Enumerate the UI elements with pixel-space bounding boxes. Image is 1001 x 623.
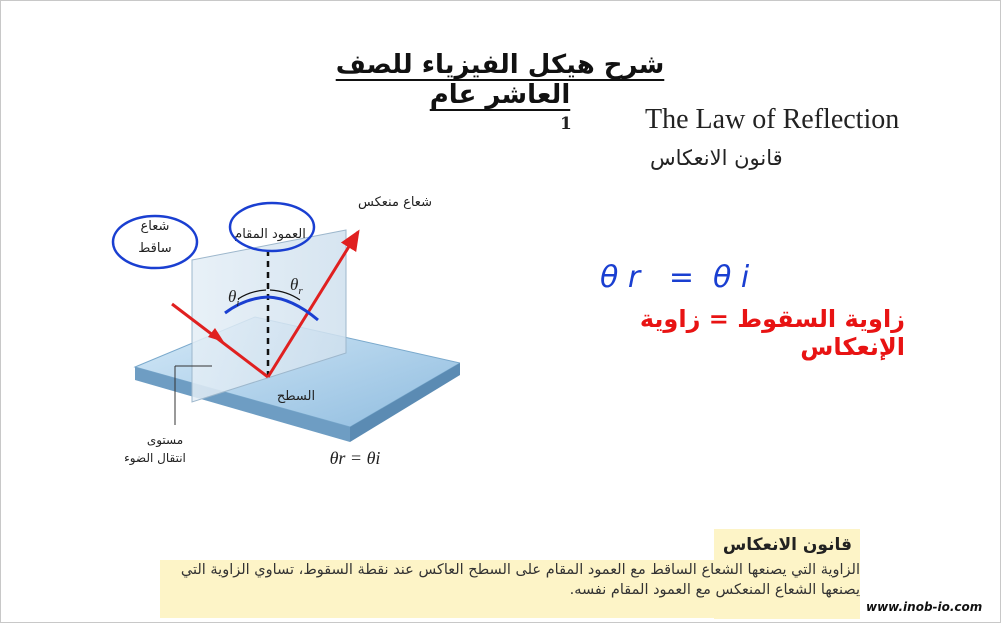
- info-box-text: الزاوية التي يصنعها الشعاع الساقط مع العمود المقام على السطح العاكس عند نقطة السقوط، تساوي الزاوية التي يصنعها الشعاع المنعكس مع العمود المقام نفسه.: [180, 562, 860, 598]
- law-title-arabic: قانون الانعكاس: [650, 146, 783, 170]
- surface-label: السطح: [276, 389, 316, 404]
- theta-r-label: $\theta_r$: [290, 275, 303, 297]
- info-box-title: قانون الانعكاس: [722, 535, 852, 555]
- watermark-url: www.inob-io.com: [866, 600, 983, 614]
- plane-label-2: انتقال الضوء: [124, 451, 186, 465]
- incident-ray-label-1: شعاع: [140, 219, 170, 234]
- reflected-ray-label: شعاع منعكس: [358, 195, 432, 210]
- normal-label: العمود المقام: [234, 227, 306, 242]
- formula-label: θr = θi: [329, 448, 381, 468]
- handwritten-equation: θ r = θ i: [600, 260, 750, 295]
- page-title: شرح هيكل الفيزياء للصف العاشر عام: [335, 50, 665, 110]
- incident-ray-label-2: ساقط: [138, 241, 172, 256]
- theta-i-label: $\theta_i$: [228, 287, 240, 309]
- reflection-diagram: [100, 180, 460, 480]
- law-title-english: The Law of Reflection: [645, 104, 900, 135]
- section-number: 1: [560, 114, 572, 134]
- angle-equality-statement: زاوية السقوط = زاوية الإنعكاس: [639, 305, 905, 361]
- plane-label-1: مستوى: [146, 433, 184, 447]
